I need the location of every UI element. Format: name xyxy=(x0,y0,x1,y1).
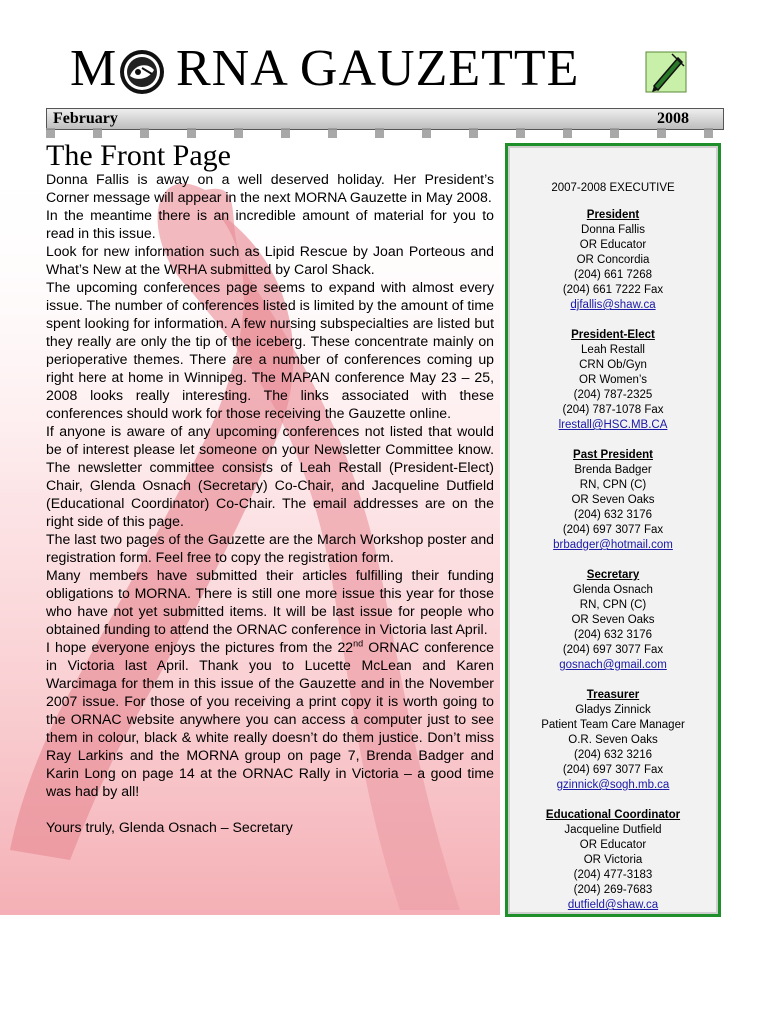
article-paragraph: The upcoming conferences page seems to expand with almost every issue. The number of conferences listed is limited by the amount of time spent looking for information. A few nursing subspecialties are listed but they really are only the tip of the iceberg. These concentrate mainly on perioperative themes. There are a number of conferences coming up right here at home in Winnipeg. The MAPAN conference May 23 – 25, 2008 looks really interesting. The links associated with these conferences should work for those receiving the Gauzette online. xyxy=(46,279,494,421)
pictures-text-end: ORNAC conference in Victoria last April. Thank you to Lucette McLean and Karen Warcimaga for them in this issue of the Gauzette and in the November 2007 issue. For those of you receiving a print copy it is worth going to the ORNAC website anywhere you can access a computer just to see them in colour, black & white really doesn’t do them justice. Don’t miss Ray Larkins and the MORNA group on page 7, Brenda Badger and Karin Long on page 14 at the ORNAC Rally in Victoria – a good time was had by all! xyxy=(46,639,494,799)
exec-member-line: Patient Team Care Manager xyxy=(541,719,685,731)
article-paragraph: In the meantime there is an incredible amount of material for you to read in this issue. xyxy=(46,207,494,241)
exec-member-line: (204) 632 3216 xyxy=(573,749,652,761)
exec-member-line: (204) 697 3077 Fax xyxy=(562,524,664,536)
article-paragraph: Look for new information such as Lipid Rescue by Joan Porteous and What’s New at the WRHA submitted by Carol Shack. xyxy=(46,243,494,277)
article-paragraph: The last two pages of the Gauzette are the March Workshop poster and registration form. Feel free to copy the registration form. xyxy=(46,531,494,565)
exec-member-treasurer xyxy=(508,688,718,793)
exec-member-line: (204) 697 3077 Fax xyxy=(562,764,664,776)
pictures-text-start: I hope everyone enjoys the pictures from the 22 xyxy=(46,639,354,655)
exec-member-line: RN, CPN (C) xyxy=(579,479,647,491)
exec-member-line: Leah Restall xyxy=(581,344,645,356)
executive-header: 2007-2008 EXECUTIVE xyxy=(551,182,675,194)
masthead-title-rest: RNA GAUZETTE xyxy=(176,40,580,97)
exec-member-title: President-Elect xyxy=(571,329,655,341)
article-paragraph: Many members have submitted their articles fulfilling their funding obligations to MORNA. There is still one more issue this year for those who have not yet submitted items. It will be last issue for people who obtained funding to attend the ORNAC conference in Victoria last April. xyxy=(46,567,494,637)
article-paragraph-pictures xyxy=(46,638,494,800)
front-page-article xyxy=(46,170,494,836)
exec-member-line: (204) 661 7222 Fax xyxy=(562,284,664,296)
exec-member-president-elect xyxy=(508,328,718,433)
exec-member-educational-coordinator xyxy=(508,808,718,913)
exec-member-line: (204) 632 3176 xyxy=(573,509,652,521)
exec-member-line: Brenda Badger xyxy=(574,464,652,476)
exec-member-line: OR Concordia xyxy=(576,254,650,266)
issue-year: 2008 xyxy=(657,110,689,127)
exec-member-title: Past President xyxy=(573,449,653,461)
exec-member-email-link[interactable]: brbadger@hotmail.com xyxy=(553,539,673,551)
exec-member-title: Educational Coordinator xyxy=(545,809,681,821)
exec-member-line: RN, CPN (C) xyxy=(579,599,647,611)
article-signoff: Yours truly, Glenda Osnach – Secretary xyxy=(46,819,293,835)
masthead xyxy=(70,38,690,100)
ordinal-suffix: nd xyxy=(353,638,364,649)
masthead-title-first-letter: M xyxy=(70,40,118,97)
date-bar xyxy=(46,108,724,130)
exec-member-line: Gladys Zinnick xyxy=(575,704,651,716)
exec-member-line: Glenda Osnach xyxy=(573,584,653,596)
exec-member-email-link[interactable]: gzinnick@sogh.mb.ca xyxy=(556,779,670,791)
decorative-ruler xyxy=(46,128,724,138)
spacer xyxy=(46,800,494,818)
exec-member-line: OR Women’s xyxy=(579,374,647,386)
exec-member-line: OR Victoria xyxy=(583,854,643,866)
pen-icon xyxy=(642,48,690,96)
article-paragraph: If anyone is aware of any upcoming conferences not listed that would be of interest please let someone on your Newsletter Committee know. The newsletter committee consists of Leah Restall (President-Elect) Chair, Glenda Osnach (Secretary) Co-Chair, and Jacqueline Dutfield (Educational Coordinator) Co-Chair. The email addresses are on the right side of this page. xyxy=(46,423,494,529)
exec-member-line: Jacqueline Dutfield xyxy=(564,824,662,836)
exec-member-line: (204) 477-3183 xyxy=(573,869,653,881)
exec-member-secretary xyxy=(508,568,718,673)
morna-seal-icon xyxy=(118,48,166,96)
exec-member-line: (204) 269-7683 xyxy=(573,884,653,896)
exec-member-line: Donna Fallis xyxy=(581,224,645,236)
exec-member-line: CRN Ob/Gyn xyxy=(579,359,647,371)
exec-member-line: OR Seven Oaks xyxy=(571,494,655,506)
exec-member-line: O.R. Seven Oaks xyxy=(568,734,658,746)
exec-member-title: President xyxy=(586,209,640,221)
exec-member-line: (204) 787-1078 Fax xyxy=(562,404,664,416)
exec-member-email-link[interactable]: djfallis@shaw.ca xyxy=(570,299,656,311)
exec-member-line: (204) 661 7268 xyxy=(573,269,652,281)
exec-member-email-link[interactable]: dutfield@shaw.ca xyxy=(567,899,659,911)
exec-member-email-link[interactable]: lrestall@HSC.MB.CA xyxy=(558,419,668,431)
executive-box xyxy=(505,143,721,917)
exec-member-email-link[interactable]: gosnach@gmail.com xyxy=(559,659,667,671)
exec-member-title: Treasurer xyxy=(586,689,640,701)
exec-member-line: (204) 787-2325 xyxy=(573,389,653,401)
exec-member-line: OR Seven Oaks xyxy=(571,614,655,626)
exec-member-line: OR Educator xyxy=(579,239,647,251)
issue-month: February xyxy=(53,110,118,127)
executive-list xyxy=(508,208,718,928)
article-paragraph: Donna Fallis is away on a well deserved holiday. Her President’s Corner message will appear in the next MORNA Gauzette in May 2008. xyxy=(46,171,494,205)
exec-member-line: OR Educator xyxy=(579,839,647,851)
exec-member-title: Secretary xyxy=(586,569,640,581)
exec-member-president xyxy=(508,208,718,313)
exec-member-past-president xyxy=(508,448,718,553)
front-page-title: The Front Page xyxy=(46,139,231,172)
exec-member-line: (204) 632 3176 xyxy=(573,629,652,641)
exec-member-line: (204) 697 3077 Fax xyxy=(562,644,664,656)
